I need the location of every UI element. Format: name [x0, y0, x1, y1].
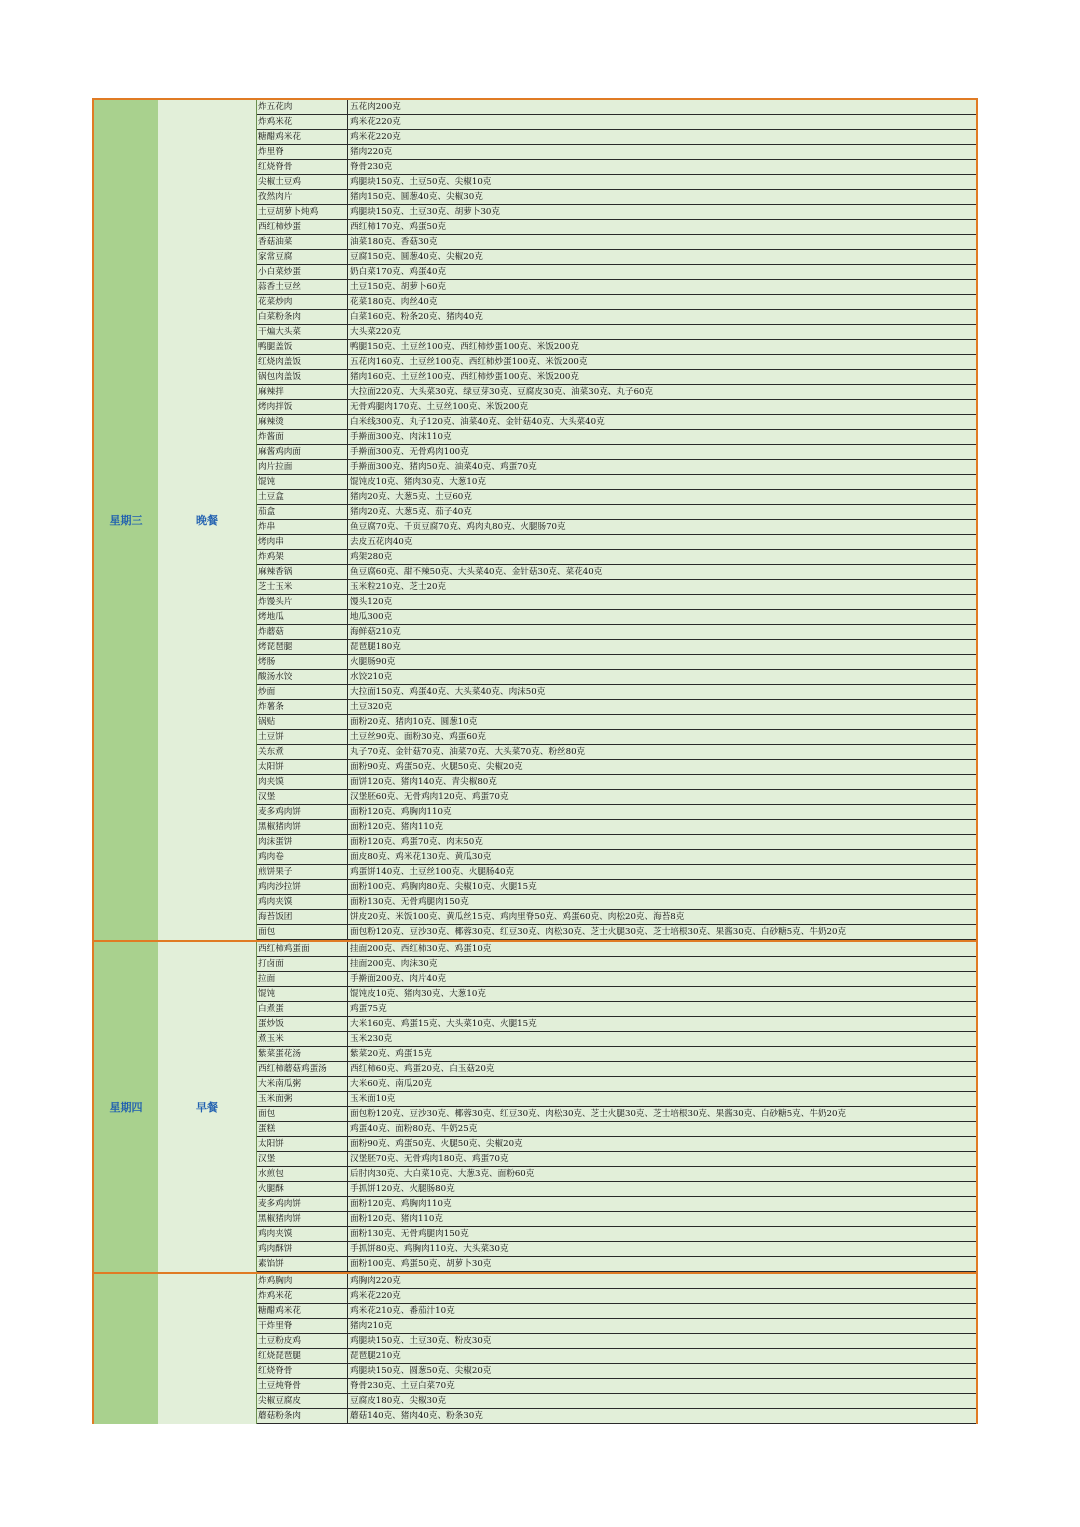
- table-row: [256, 1062, 976, 1077]
- ingredients-cell: 鸡米花210克、番茄汁10克: [348, 1304, 976, 1318]
- table-row: [256, 1334, 976, 1349]
- dish-name-cell: 火腿酥: [256, 1182, 348, 1196]
- ingredients-cell: 猪肉20克、大葱5克、土豆60克: [348, 490, 976, 504]
- dish-name-cell: 炸薯条: [256, 700, 348, 714]
- ingredients-cell: 面皮80克、鸡米花130克、黄瓜30克: [348, 850, 976, 864]
- dish-name-cell: 汉堡: [256, 790, 348, 804]
- dish-name-cell: 干煸大头菜: [256, 325, 348, 339]
- table-row: [256, 730, 976, 745]
- dish-name-cell: 烤琵琶腿: [256, 640, 348, 654]
- table-row: [256, 145, 976, 160]
- table-row: [256, 115, 976, 130]
- table-row: [256, 430, 976, 445]
- table-row: [256, 1364, 976, 1379]
- ingredients-cell: 挂面200克、西红柿30克、鸡蛋10克: [348, 942, 976, 956]
- table-row: [256, 670, 976, 685]
- dish-name-cell: 西红柿鸡蛋面: [256, 942, 348, 956]
- table-row: [256, 505, 976, 520]
- table-row: [256, 1379, 976, 1394]
- ingredients-cell: 脊骨230克、土豆白菜70克: [348, 1379, 976, 1393]
- ingredients-cell: 去皮五花肉40克: [348, 535, 976, 549]
- dish-name-cell: 煎饼果子: [256, 865, 348, 879]
- dish-name-cell: 肉沫蛋饼: [256, 835, 348, 849]
- table-row: [256, 1152, 976, 1167]
- dish-name-cell: 炒面: [256, 685, 348, 699]
- ingredients-cell: 面粉130克、无骨鸡腿肉150克: [348, 1227, 976, 1241]
- ingredients-cell: 鸡架280克: [348, 550, 976, 564]
- ingredients-cell: 猪肉160克、土豆丝100克、西红柿炒蛋100克、米饭200克: [348, 370, 976, 384]
- table-row: [256, 370, 976, 385]
- dish-name-cell: 花菜炒肉: [256, 295, 348, 309]
- table-row: [256, 310, 976, 325]
- table-row: [256, 445, 976, 460]
- table-row: [256, 1017, 976, 1032]
- ingredients-cell: 豆腐150克、圆葱40克、尖椒20克: [348, 250, 976, 264]
- dish-name-cell: 孜然肉片: [256, 190, 348, 204]
- table-row: [256, 220, 976, 235]
- ingredients-cell: 脊骨230克: [348, 160, 976, 174]
- dish-name-cell: 面包: [256, 925, 348, 939]
- dish-name-cell: 红烧脊骨: [256, 1364, 348, 1378]
- dish-name-cell: 汉堡: [256, 1152, 348, 1166]
- meal-cell: [158, 100, 257, 940]
- dish-name-cell: 太阳饼: [256, 1137, 348, 1151]
- dish-name-cell: 蛋糕: [256, 1122, 348, 1136]
- table-row: [256, 685, 976, 700]
- table-row: [256, 205, 976, 220]
- dish-name-cell: 打卤面: [256, 957, 348, 971]
- table-row: [256, 1122, 976, 1137]
- table-row: [256, 1197, 976, 1212]
- dish-name-cell: 锅贴: [256, 715, 348, 729]
- dish-name-cell: 馄饨: [256, 987, 348, 1001]
- ingredients-cell: 地瓜300克: [348, 610, 976, 624]
- dish-name-cell: 酸汤水饺: [256, 670, 348, 684]
- table-row: [256, 190, 976, 205]
- table-row: [256, 235, 976, 250]
- table-row: [256, 1077, 976, 1092]
- meal-group: [92, 1272, 978, 1424]
- dish-name-cell: 鸡肉夹馍: [256, 1227, 348, 1241]
- dish-name-cell: 大米南瓜粥: [256, 1077, 348, 1091]
- table-row: [256, 1242, 976, 1257]
- meal-group: [92, 940, 978, 1272]
- ingredients-cell: 蘑菇140克、猪肉40克、粉条30克: [348, 1409, 976, 1423]
- day-cell: [94, 1274, 159, 1424]
- dish-name-cell: 白煮蛋: [256, 1002, 348, 1016]
- ingredients-cell: 鸡蛋40克、面粉80克、牛奶25克: [348, 1122, 976, 1136]
- ingredients-cell: 紫菜20克、鸡蛋15克: [348, 1047, 976, 1061]
- table-row: [256, 1227, 976, 1242]
- ingredients-cell: 猪肉20克、大葱5克、茄子40克: [348, 505, 976, 519]
- ingredients-cell: 鱼豆腐60克、甜不辣50克、大头菜40克、金针菇30克、菜花40克: [348, 565, 976, 579]
- dish-name-cell: 尖椒豆腐皮: [256, 1394, 348, 1408]
- dish-name-cell: 烤地瓜: [256, 610, 348, 624]
- ingredients-cell: 鸡腿块150克、圆葱50克、尖椒20克: [348, 1364, 976, 1378]
- day-cell: [94, 942, 159, 1272]
- dish-name-cell: 馄饨: [256, 475, 348, 489]
- table-row: [256, 865, 976, 880]
- table-row: [256, 820, 976, 835]
- table-row: [256, 760, 976, 775]
- table-row: [256, 1032, 976, 1047]
- dish-name-cell: 面包: [256, 1107, 348, 1121]
- table-row: [256, 1047, 976, 1062]
- dish-name-cell: 土豆胡萝卜炖鸡: [256, 205, 348, 219]
- meal-label: 早餐: [196, 1101, 218, 1114]
- day-label: 星期三: [109, 514, 143, 527]
- table-row: [256, 325, 976, 340]
- table-row: [256, 835, 976, 850]
- dish-name-cell: 炸鸡胸肉: [256, 1274, 348, 1288]
- table-row: [256, 175, 976, 190]
- table-row: [256, 550, 976, 565]
- dish-name-cell: 麻辣拌: [256, 385, 348, 399]
- ingredients-cell: 玉米粒210克、芝士20克: [348, 580, 976, 594]
- dish-name-cell: 西红柿蘑菇鸡蛋汤: [256, 1062, 348, 1076]
- table-row: [256, 1092, 976, 1107]
- ingredients-cell: 海鲜菇210克: [348, 625, 976, 639]
- ingredients-cell: 鱼豆腐70克、千页豆腐70克、鸡肉丸80克、火腿肠70克: [348, 520, 976, 534]
- ingredients-cell: 鸭腿150克、土豆丝100克、西红柿炒蛋100克、米饭200克: [348, 340, 976, 354]
- table-row: [256, 1349, 976, 1364]
- table-row: [256, 745, 976, 760]
- ingredients-cell: 土豆丝90克、面粉30克、鸡蛋60克: [348, 730, 976, 744]
- table-row: [256, 400, 976, 415]
- dish-name-cell: 麻辣烫: [256, 415, 348, 429]
- table-row: [256, 640, 976, 655]
- ingredients-cell: 后肘肉30克、大白菜10克、大葱3克、面粉60克: [348, 1167, 976, 1181]
- dish-name-cell: 蛋炒饭: [256, 1017, 348, 1031]
- ingredients-cell: 饼皮20克、米饭100克、黄瓜丝15克、鸡肉里脊50克、鸡蛋60克、肉松20克、海苔8克: [348, 910, 976, 924]
- day-label: 星期四: [109, 1101, 143, 1114]
- dish-name-cell: 红烧脊骨: [256, 160, 348, 174]
- dish-name-cell: 锅包肉盖饭: [256, 370, 348, 384]
- table-row: [256, 700, 976, 715]
- table-row: [256, 1409, 976, 1424]
- ingredients-cell: 西红柿60克、鸡蛋20克、白玉菇20克: [348, 1062, 976, 1076]
- ingredients-cell: 面粉120克、鸡蛋70克、肉末50克: [348, 835, 976, 849]
- table-row: [256, 942, 976, 957]
- dish-name-cell: 尖椒土豆鸡: [256, 175, 348, 189]
- dish-name-cell: 西红柿炒蛋: [256, 220, 348, 234]
- ingredients-cell: 无骨鸡腿肉170克、土豆丝100克、米饭200克: [348, 400, 976, 414]
- dish-name-cell: 红烧肉盖饭: [256, 355, 348, 369]
- table-row: [256, 1289, 976, 1304]
- dish-name-cell: 麻酱鸡肉面: [256, 445, 348, 459]
- ingredients-cell: 手擀面200克、肉片40克: [348, 972, 976, 986]
- dish-name-cell: 小白菜炒蛋: [256, 265, 348, 279]
- ingredients-cell: 鸡腿块150克、土豆30克、粉皮30克: [348, 1334, 976, 1348]
- table-row: [256, 520, 976, 535]
- table-row: [256, 972, 976, 987]
- table-row: [256, 987, 976, 1002]
- table-row: [256, 805, 976, 820]
- ingredients-cell: 五花肉160克、土豆丝100克、西红柿炒蛋100克、米饭200克: [348, 355, 976, 369]
- table-row: [256, 490, 976, 505]
- dish-name-cell: 炸馒头片: [256, 595, 348, 609]
- ingredients-cell: 猪肉150克、圆葱40克、尖椒30克: [348, 190, 976, 204]
- table-row: [256, 895, 976, 910]
- ingredients-cell: 大米60克、南瓜20克: [348, 1077, 976, 1091]
- dish-name-cell: 肉片拉面: [256, 460, 348, 474]
- dish-name-cell: 麻辣香锅: [256, 565, 348, 579]
- ingredients-cell: 白米线300克、丸子120克、油菜40克、金针菇40克、大头菜40克: [348, 415, 976, 429]
- ingredients-cell: 馄饨皮10克、猪肉30克、大葱10克: [348, 987, 976, 1001]
- ingredients-cell: 手擀面300克、肉沫110克: [348, 430, 976, 444]
- meal-group: [92, 98, 978, 940]
- dish-rows: [256, 100, 976, 940]
- ingredients-cell: 鸡米花220克: [348, 130, 976, 144]
- table-row: [256, 280, 976, 295]
- ingredients-cell: 汉堡胚70克、无骨鸡肉180克、鸡蛋70克: [348, 1152, 976, 1166]
- ingredients-cell: 面粉100克、鸡蛋50克、胡萝卜30克: [348, 1257, 976, 1271]
- table-row: [256, 1107, 976, 1122]
- table-row: [256, 295, 976, 310]
- ingredients-cell: 面包粉120克、豆沙30克、椰蓉30克、红豆30克、肉松30克、芝士火腿30克、芝士培根30克、果酱30克、白砂糖5克、牛奶20克: [348, 925, 976, 939]
- ingredients-cell: 鸡胸肉220克: [348, 1274, 976, 1288]
- ingredients-cell: 火腿肠90克: [348, 655, 976, 669]
- table-row: [256, 715, 976, 730]
- dish-name-cell: 炸五花肉: [256, 100, 348, 114]
- table-row: [256, 595, 976, 610]
- ingredients-cell: 鸡蛋饼140克、土豆丝100克、火腿肠40克: [348, 865, 976, 879]
- table-row: [256, 580, 976, 595]
- table-row: [256, 460, 976, 475]
- table-row: [256, 130, 976, 145]
- ingredients-cell: 面粉20克、猪肉10克、圆葱10克: [348, 715, 976, 729]
- table-row: [256, 340, 976, 355]
- table-row: [256, 957, 976, 972]
- ingredients-cell: 面粉120克、猪肉110克: [348, 1212, 976, 1226]
- table-row: [256, 100, 976, 115]
- ingredients-cell: 手擀面300克、猪肉50克、油菜40克、鸡蛋70克: [348, 460, 976, 474]
- ingredients-cell: 奶白菜170克、鸡蛋40克: [348, 265, 976, 279]
- dish-name-cell: 海苔饭团: [256, 910, 348, 924]
- dish-name-cell: 白菜粉条肉: [256, 310, 348, 324]
- ingredients-cell: 花菜180克、肉丝40克: [348, 295, 976, 309]
- table-row: [256, 655, 976, 670]
- ingredients-cell: 鸡米花220克: [348, 115, 976, 129]
- ingredients-cell: 面粉90克、鸡蛋50克、火腿50克、尖椒20克: [348, 1137, 976, 1151]
- table-row: [256, 1167, 976, 1182]
- dish-name-cell: 糖醋鸡米花: [256, 1304, 348, 1318]
- dish-name-cell: 蒜香土豆丝: [256, 280, 348, 294]
- ingredients-cell: 大拉面220克、大头菜30克、绿豆芽30克、豆腐皮30克、油菜30克、丸子60克: [348, 385, 976, 399]
- table-row: [256, 475, 976, 490]
- dish-name-cell: 关东煮: [256, 745, 348, 759]
- table-row: [256, 265, 976, 280]
- dish-name-cell: 糖醋鸡米花: [256, 130, 348, 144]
- dish-name-cell: 香菇油菜: [256, 235, 348, 249]
- ingredients-cell: 土豆320克: [348, 700, 976, 714]
- table-row: [256, 880, 976, 895]
- dish-name-cell: 炸鸡架: [256, 550, 348, 564]
- dish-name-cell: 土豆炖脊骨: [256, 1379, 348, 1393]
- ingredients-cell: 挂面200克、肉沫30克: [348, 957, 976, 971]
- dish-name-cell: 茄盒: [256, 505, 348, 519]
- table-row: [256, 1319, 976, 1334]
- ingredients-cell: 大头菜220克: [348, 325, 976, 339]
- dish-name-cell: 麦多鸡肉饼: [256, 805, 348, 819]
- meal-cell: [158, 1274, 257, 1424]
- dish-name-cell: 土豆饼: [256, 730, 348, 744]
- table-row: [256, 790, 976, 805]
- dish-name-cell: 烤肉串: [256, 535, 348, 549]
- dish-name-cell: 麦多鸡肉饼: [256, 1197, 348, 1211]
- dish-name-cell: 干炸里脊: [256, 1319, 348, 1333]
- dish-name-cell: 家常豆腐: [256, 250, 348, 264]
- ingredients-cell: 鸡米花220克: [348, 1289, 976, 1303]
- dish-name-cell: 黑椒猪肉饼: [256, 1212, 348, 1226]
- day-cell: [94, 100, 159, 940]
- dish-name-cell: 炸鸡米花: [256, 1289, 348, 1303]
- table-row: [256, 535, 976, 550]
- dish-name-cell: 炸串: [256, 520, 348, 534]
- table-row: [256, 250, 976, 265]
- ingredients-cell: 猪肉220克: [348, 145, 976, 159]
- ingredients-cell: 大拉面150克、鸡蛋40克、大头菜40克、肉沫50克: [348, 685, 976, 699]
- ingredients-cell: 琵琶腿210克: [348, 1349, 976, 1363]
- dish-name-cell: 鸡肉卷: [256, 850, 348, 864]
- table-row: [256, 775, 976, 790]
- table-row: [256, 925, 976, 940]
- ingredients-cell: 面粉130克、无骨鸡腿肉150克: [348, 895, 976, 909]
- dish-rows: [256, 1274, 976, 1424]
- dish-name-cell: 土豆粉皮鸡: [256, 1334, 348, 1348]
- ingredients-cell: 玉米面10克: [348, 1092, 976, 1106]
- ingredients-cell: 面粉120克、猪肉110克: [348, 820, 976, 834]
- dish-name-cell: 太阳饼: [256, 760, 348, 774]
- table-row: [256, 385, 976, 400]
- table-row: [256, 1304, 976, 1319]
- dish-name-cell: 炸蘑菇: [256, 625, 348, 639]
- dish-name-cell: 土豆盒: [256, 490, 348, 504]
- ingredients-cell: 西红柿170克、鸡蛋50克: [348, 220, 976, 234]
- ingredients-cell: 白菜160克、粉条20克、猪肉40克: [348, 310, 976, 324]
- table-row: [256, 610, 976, 625]
- dish-name-cell: 煮玉米: [256, 1032, 348, 1046]
- dish-name-cell: 紫菜蛋花汤: [256, 1047, 348, 1061]
- ingredients-cell: 手抓饼80克、鸡胸肉110克、大头菜30克: [348, 1242, 976, 1256]
- table-row: [256, 1182, 976, 1197]
- table-row: [256, 355, 976, 370]
- table-row: [256, 1394, 976, 1409]
- ingredients-cell: 丸子70克、金针菇70克、油菜70克、大头菜70克、粉丝80克: [348, 745, 976, 759]
- dish-name-cell: 拉面: [256, 972, 348, 986]
- ingredients-cell: 面粉120克、鸡胸肉110克: [348, 1197, 976, 1211]
- ingredients-cell: 馄饨皮10克、猪肉30克、大葱10克: [348, 475, 976, 489]
- ingredients-cell: 手擀面300克、无骨鸡肉100克: [348, 445, 976, 459]
- dish-name-cell: 水煎包: [256, 1167, 348, 1181]
- ingredients-cell: 鸡腿块150克、土豆50克、尖椒10克: [348, 175, 976, 189]
- dish-name-cell: 炸酱面: [256, 430, 348, 444]
- table-row: [256, 850, 976, 865]
- dish-name-cell: 素馅饼: [256, 1257, 348, 1271]
- meal-label: 晚餐: [196, 514, 218, 527]
- table-row: [256, 1002, 976, 1017]
- dish-name-cell: 芝士玉米: [256, 580, 348, 594]
- dish-name-cell: 蘑菇粉条肉: [256, 1409, 348, 1423]
- dish-name-cell: 玉米面粥: [256, 1092, 348, 1106]
- ingredients-cell: 面饼120克、猪肉140克、青尖椒80克: [348, 775, 976, 789]
- dish-rows: [256, 942, 976, 1272]
- ingredients-cell: 汉堡胚60克、无骨鸡肉120克、鸡蛋70克: [348, 790, 976, 804]
- ingredients-cell: 水饺210克: [348, 670, 976, 684]
- ingredients-cell: 大米160克、鸡蛋15克、大头菜10克、火腿15克: [348, 1017, 976, 1031]
- ingredients-cell: 面粉90克、鸡蛋50克、火腿50克、尖椒20克: [348, 760, 976, 774]
- dish-name-cell: 炸鸡米花: [256, 115, 348, 129]
- table-row: [256, 625, 976, 640]
- ingredients-cell: 五花肉200克: [348, 100, 976, 114]
- table-row: [256, 160, 976, 175]
- table-row: [256, 1212, 976, 1227]
- ingredients-cell: 手抓饼120克、火腿肠80克: [348, 1182, 976, 1196]
- table-row: [256, 1274, 976, 1289]
- table-row: [256, 565, 976, 580]
- table-row: [256, 910, 976, 925]
- ingredients-cell: 琵琶腿180克: [348, 640, 976, 654]
- ingredients-cell: 猪肉210克: [348, 1319, 976, 1333]
- ingredients-cell: 土豆150克、胡萝卜60克: [348, 280, 976, 294]
- ingredients-cell: 面粉120克、鸡胸肉110克: [348, 805, 976, 819]
- dish-name-cell: 鸡肉沙拉饼: [256, 880, 348, 894]
- table-row: [256, 1137, 976, 1152]
- ingredients-cell: 鸡蛋75克: [348, 1002, 976, 1016]
- menu-sheet: [92, 98, 978, 1424]
- dish-name-cell: 炸里脊: [256, 145, 348, 159]
- dish-name-cell: 鸭腿盖饭: [256, 340, 348, 354]
- ingredients-cell: 豆腐皮180克、尖椒30克: [348, 1394, 976, 1408]
- dish-name-cell: 肉夹馍: [256, 775, 348, 789]
- dish-name-cell: 鸡肉酥饼: [256, 1242, 348, 1256]
- table-row: [256, 415, 976, 430]
- meal-cell: [158, 942, 257, 1272]
- ingredients-cell: 鸡腿块150克、土豆30克、胡萝卜30克: [348, 205, 976, 219]
- dish-name-cell: 红烧琵琶腿: [256, 1349, 348, 1363]
- dish-name-cell: 黑椒猪肉饼: [256, 820, 348, 834]
- ingredients-cell: 玉米230克: [348, 1032, 976, 1046]
- ingredients-cell: 馒头120克: [348, 595, 976, 609]
- ingredients-cell: 油菜180克、香菇30克: [348, 235, 976, 249]
- ingredients-cell: 面包粉120克、豆沙30克、椰蓉30克、红豆30克、肉松30克、芝士火腿30克、芝士培根30克、果酱30克、白砂糖5克、牛奶20克: [348, 1107, 976, 1121]
- table-row: [256, 1257, 976, 1272]
- dish-name-cell: 烤肉拌饭: [256, 400, 348, 414]
- dish-name-cell: 烤肠: [256, 655, 348, 669]
- ingredients-cell: 面粉100克、鸡胸肉80克、尖椒10克、火腿15克: [348, 880, 976, 894]
- dish-name-cell: 鸡肉夹馍: [256, 895, 348, 909]
